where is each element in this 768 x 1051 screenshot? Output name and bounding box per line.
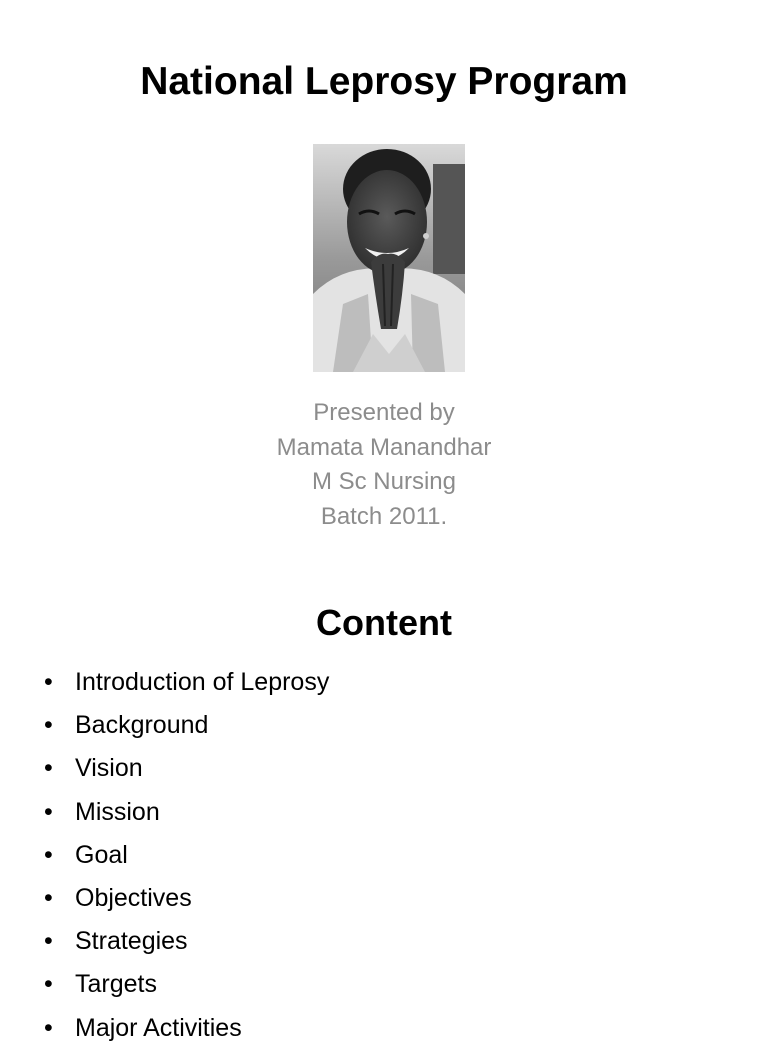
list-item-label: Strategies — [75, 927, 188, 956]
presenter-batch: Batch 2011. — [320, 502, 448, 530]
list-item-label: Objectives — [75, 883, 192, 912]
list-item-label: Mission — [75, 797, 160, 826]
list-item — [44, 1008, 329, 1051]
list-item-label: Major Activities — [75, 1013, 242, 1042]
portrait-photo-icon — [313, 144, 465, 372]
list-item — [44, 878, 329, 921]
list-item — [44, 705, 329, 748]
bullet-icon: • — [44, 927, 53, 956]
list-item — [44, 835, 329, 878]
bullet-icon: • — [44, 970, 53, 999]
bullet-icon: • — [44, 797, 53, 826]
list-item-label: Goal — [75, 840, 128, 869]
list-item — [44, 662, 329, 705]
list-item-label: Background — [75, 711, 209, 740]
presenter-info — [0, 396, 768, 534]
content-list — [44, 662, 329, 1051]
list-item-label: Targets — [75, 970, 157, 999]
list-item — [44, 748, 329, 791]
presenter-line: Presented by — [313, 399, 455, 426]
presenter-degree: M Sc Nursing — [311, 468, 457, 495]
list-item — [44, 792, 329, 835]
slide-title: National Leprosy Program — [140, 60, 628, 103]
content-heading: Content — [316, 602, 452, 643]
bullet-icon: • — [44, 883, 53, 912]
presenter-name: Mamata Manandhar — [276, 433, 492, 461]
bullet-icon: • — [44, 1013, 53, 1042]
list-item-label: Vision — [75, 754, 143, 783]
bullet-icon: • — [44, 840, 53, 869]
bullet-icon: • — [44, 668, 53, 696]
list-item-label: Introduction of Leprosy — [75, 668, 330, 696]
bullet-icon: • — [44, 711, 53, 740]
bullet-icon: • — [44, 754, 53, 783]
portrait-photo — [313, 144, 465, 372]
list-item — [44, 964, 329, 1007]
list-item — [44, 921, 329, 964]
